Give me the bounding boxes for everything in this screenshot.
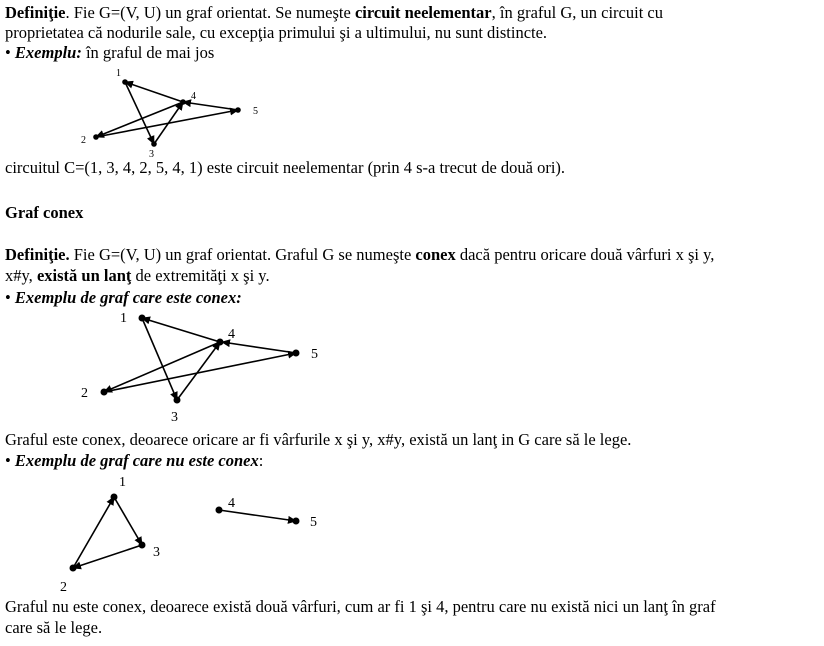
- node-1: [122, 79, 128, 85]
- definition-text: . Fie G=(V, U) un graf orientat. Se numeşte: [65, 3, 355, 22]
- edge-5-4: [222, 342, 296, 353]
- label-node-1: 1: [116, 68, 121, 79]
- edge-3-2: [73, 545, 142, 568]
- label-node-2: 2: [81, 135, 86, 146]
- definition-term: Definiţie.: [5, 245, 70, 264]
- example-conex-label: • Exemplu de graf care este conex:: [5, 288, 242, 307]
- non-conex-explanation-2: care să le lege.: [5, 618, 103, 637]
- edge-4-5: [219, 510, 296, 521]
- node-2: [93, 134, 99, 140]
- edge-2-1: [73, 497, 114, 568]
- edge-4-1: [142, 318, 220, 342]
- conex-definition-line-2: x#y, există un lanţ de extremităţi x şi y.: [5, 266, 270, 285]
- example-non-conex-label: • Exemplu de graf care nu este conex:: [5, 451, 264, 470]
- term-conex: conex: [415, 245, 456, 264]
- node-5: [293, 518, 300, 525]
- bullet: •: [5, 43, 15, 62]
- node-3: [139, 542, 146, 549]
- conex-definition-line-1: Definiţie. Fie G=(V, U) un graf orientat. Graful G se numeşte conex dacă pentru oricare două vârfuri x şi y,: [5, 245, 715, 264]
- edge-5-4: [183, 102, 238, 110]
- edge-2-5: [96, 110, 238, 137]
- label-node-5: 5: [253, 106, 258, 117]
- label-node-1: 1: [120, 311, 127, 326]
- node-1: [111, 494, 118, 501]
- node-2: [101, 389, 108, 396]
- graph-3-non-conex: [60, 475, 317, 595]
- label-node-4: 4: [228, 496, 235, 511]
- node-4: [180, 99, 186, 105]
- node-4: [216, 507, 223, 514]
- label-node-3: 3: [153, 545, 160, 560]
- label-node-2: 2: [81, 386, 88, 401]
- edge-4-2: [104, 342, 220, 392]
- graph-2-conex: [81, 311, 318, 425]
- node-5: [293, 350, 300, 357]
- label-node-5: 5: [311, 347, 318, 362]
- node-2: [70, 565, 77, 572]
- label-node-3: 3: [171, 410, 178, 425]
- label-node-1: 1: [119, 475, 126, 490]
- edge-2-5: [104, 353, 296, 392]
- label-node-4: 4: [228, 327, 235, 342]
- definition-term: Definiţie: [5, 3, 66, 22]
- circuit-explanation: circuitul C=(1, 3, 4, 2, 5, 4, 1) este circuit neelementar (prin 4 s-a trecut de două ori).: [5, 158, 566, 177]
- section-heading-graf-conex: Graf conex: [5, 203, 84, 222]
- example-label: Exemplu:: [14, 43, 82, 62]
- label-node-5: 5: [310, 515, 317, 530]
- conex-explanation: Graful este conex, deoarece oricare ar fi vârfurile x şi y, x#y, există un lanţ in G care să le lege.: [5, 430, 632, 449]
- edge-1-3: [114, 497, 142, 545]
- graph-1-circuit: [81, 68, 258, 160]
- node-4: [217, 339, 224, 346]
- example-text: în graful de mai jos: [81, 43, 215, 62]
- definition-line-2: proprietatea că nodurile sale, cu excepţia primului şi a ultimului, nu sunt distincte.: [5, 23, 548, 42]
- non-conex-explanation-1: Graful nu este conex, deoarece există două vârfuri, cum ar fi 1 şi 4, pentru care nu există nici un lanţ în graf: [5, 597, 716, 616]
- node-5: [235, 107, 241, 113]
- edge-1-3: [142, 318, 177, 400]
- node-3: [151, 141, 157, 147]
- label-node-4: 4: [191, 91, 196, 102]
- term-circuit-neelementar: circuit neelementar: [354, 3, 492, 22]
- label-node-2: 2: [60, 580, 67, 595]
- node-1: [139, 315, 146, 322]
- term-exista-lant: există un lanţ: [36, 266, 132, 285]
- node-3: [174, 397, 181, 404]
- definition-text-end: , în graful G, un circuit cu: [491, 3, 663, 22]
- label-node-3: 3: [149, 149, 154, 160]
